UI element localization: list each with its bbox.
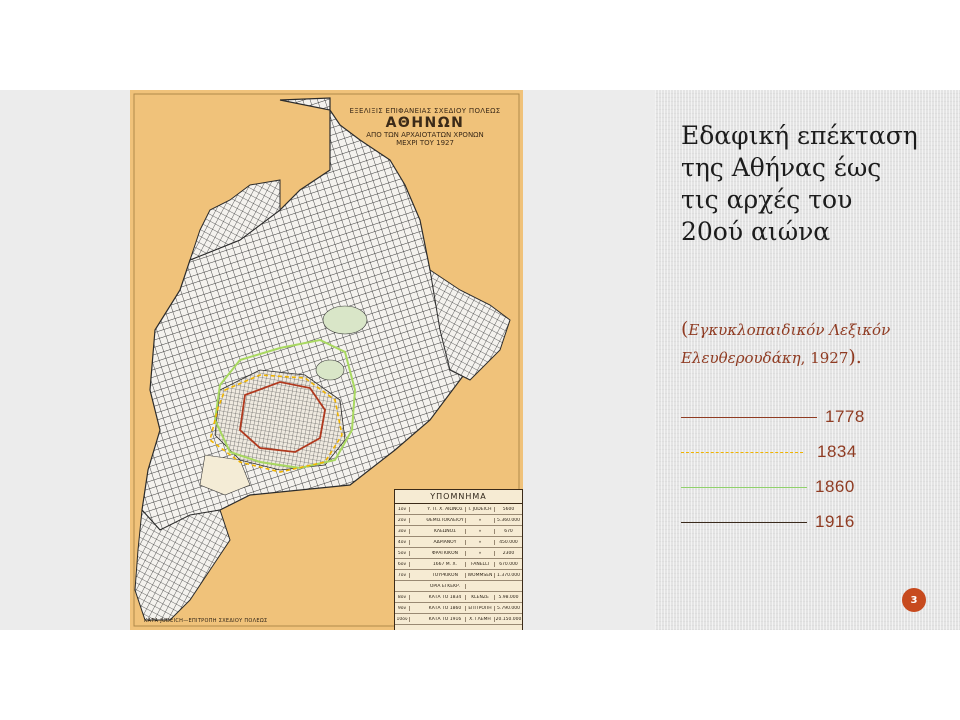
map-legend-cell: ΟΡΙΑ ΕΓΚΕΚΡ.	[425, 584, 466, 589]
legend-item-1916	[681, 509, 911, 535]
map-legend-cell: »	[466, 551, 495, 556]
historical-map-image	[130, 90, 523, 630]
map-legend-cell: 20.150.000	[495, 616, 522, 622]
map-legend-cell: »	[466, 518, 495, 523]
citation-text: Εγκυκλοπαιδικόν Λεξικόν Ελευθερουδάκη	[681, 321, 891, 367]
map-legend-cell: Χ. ΓΛΕΜΗ	[466, 617, 495, 622]
map-legend-cell: FANELLI	[466, 562, 495, 567]
map-legend-row	[395, 559, 522, 570]
map-legend-cell: ΚΑΤΑ ΤΟ 1916	[425, 617, 466, 622]
map-legend-table	[394, 489, 523, 630]
map-legend-row	[395, 614, 522, 625]
map-legend-cell: ΦΡΑΓΚΙΚΟΝ	[425, 551, 466, 556]
map-title-line3: ΑΠΟ ΤΩΝ ΑΡΧΑΙΟΤΑΤΩΝ ΧΡΟΝΩΝ	[366, 131, 484, 140]
map-legend-cell: KLENZE	[466, 595, 495, 600]
map-legend-cell: 2300	[502, 550, 515, 556]
map-legend-cell: Υ. Π. Χ. ΑΙΩΝΟΣ	[425, 507, 466, 512]
map-legend-cell: 1667 Μ. Χ.	[425, 562, 466, 567]
legend-swatch-1834	[681, 452, 803, 453]
map-legend-title: ΥΠΟΜΝΗΜΑ	[395, 490, 522, 504]
map-legend-row	[395, 548, 522, 559]
map-legend-cell: 5ον	[395, 551, 410, 556]
map-legend-cell: ΚΛΕΩΝΟΣ	[425, 529, 466, 534]
map-legend-cell: ΑΔΡΙΑΝΟΥ	[425, 540, 466, 545]
map-title	[335, 107, 515, 147]
map-legend-cell: ΤΟΥΡΚΙΚΟΝ	[425, 573, 466, 578]
map-legend-cell: Ι. JUDEICH	[466, 507, 495, 512]
map-legend-cell: 5.360.000	[497, 517, 520, 523]
map-legend-cell: 8ον	[395, 595, 410, 600]
legend-item-1778	[681, 404, 911, 430]
map-title-line2: ΑΘΗΝΩΝ	[385, 115, 465, 132]
legend-swatch-1916	[681, 522, 807, 523]
map-legend-cell: 3ον	[395, 529, 410, 534]
map-legend-row	[395, 526, 522, 537]
map-legend-cell: 1ον	[395, 507, 410, 512]
map-legend-row	[395, 592, 522, 603]
map-legend-cell: ΕΠΙΤΡΟΠΗ	[466, 606, 495, 611]
legend-year-1860: 1860	[815, 477, 855, 496]
map-legend-row	[395, 603, 522, 614]
map-legend-cell: 1.370.000	[497, 572, 520, 578]
map-legend-cell: 5600	[502, 506, 515, 512]
citation-open-paren: (	[681, 318, 689, 340]
map-legend-cell: 9ον	[395, 606, 410, 611]
page-number-badge: 3	[902, 588, 926, 612]
map-legend-cell: 6ον	[395, 562, 410, 567]
map-legend-cell: 7ον	[395, 573, 410, 578]
map-legend-cell: 4ον	[395, 540, 410, 545]
citation	[681, 316, 921, 372]
map-legend-cell: 5.98.000	[498, 594, 519, 600]
citation-year: , 1927	[800, 349, 849, 367]
legend-swatch-1860	[681, 487, 807, 488]
legend-year-1916: 1916	[815, 512, 855, 531]
map-legend-cell: 670	[504, 528, 513, 534]
legend-year-1778: 1778	[825, 407, 865, 426]
map-legend-row	[395, 515, 522, 526]
citation-close-paren: ).	[848, 346, 862, 368]
map-legend-cell: 670.000	[499, 561, 518, 567]
map-legend-row	[395, 537, 522, 548]
map-title-line4: ΜΕΧΡΙ ΤΟΥ 1927	[396, 139, 454, 148]
map-legend-cell: 450.000	[499, 539, 518, 545]
map-legend-cell: ΘΕΜΙΣΤΟΚΛΕΙΟΥ	[425, 518, 466, 523]
map-legend-cell: ΚΑΤΑ ΤΟ 1860	[425, 606, 466, 611]
slide-title: Εδαφική επέκταση της Αθήνας έως τις αρχές του 20ού αιώνα	[681, 121, 918, 246]
map-legend-cell: WOMMSEN	[466, 573, 495, 578]
legend-item-1860	[681, 474, 911, 500]
map-legend-cell: ΚΑΤΑ ΤΟ 1834	[425, 595, 466, 600]
park-area	[316, 360, 344, 380]
map-legend-rows	[395, 504, 522, 625]
map-legend-cell: 2ον	[395, 518, 410, 523]
map-legend-row	[395, 570, 522, 581]
map-legend-cell: »	[466, 540, 495, 545]
map-credit: ΚΑΤΑ JUDEICH—ΕΠΙΤΡΟΠΗ ΣΧΕΔΙΟΥ ΠΟΛΕΩΣ	[144, 618, 268, 624]
map-legend-cell: 5.790.000	[497, 605, 520, 611]
legend-year-1834: 1834	[817, 442, 857, 461]
park-area	[323, 306, 367, 334]
map-title-line1: ΕΞΕΛΙΞΙΣ ΕΠΙΦΑΝΕΙΑΣ ΣΧΕΔΙΟΥ ΠΟΛΕΩΣ	[349, 107, 501, 115]
map-legend-cell: 10ον	[395, 617, 410, 622]
legend-item-1834	[681, 439, 911, 465]
city-southwest	[135, 510, 230, 620]
map-legend-row	[395, 504, 522, 515]
map-legend-row	[395, 581, 522, 592]
legend-swatch-1778	[681, 417, 817, 418]
map-legend-cell: »	[466, 529, 495, 534]
